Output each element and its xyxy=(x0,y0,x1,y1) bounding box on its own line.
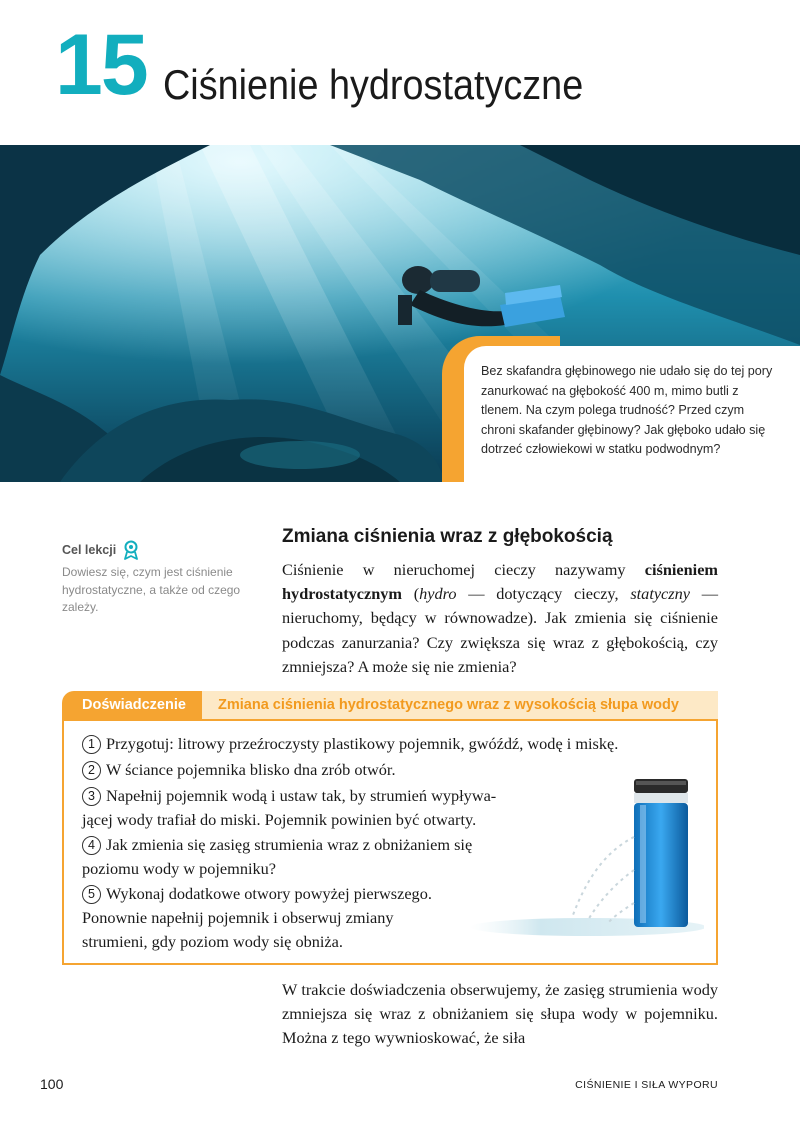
experiment-step: 1 Przygotuj: litrowy przeźroczysty plastikowy pojemnik, gwóźdź, wodę i miskę. xyxy=(82,732,618,756)
paragraph-conclusion: W trakcie doświadczenia obserwujemy, że zasięg strumienia wody zmniejsza się wraz z obniżaniem się słupa wody w pojemniku. Można z tego wywnioskować, że siła xyxy=(282,980,718,1048)
experiment-step: 3 Napełnij pojemnik wodą i ustaw tak, by strumień wypływa- jącej wody trafiał do miski. Pojemnik powinien być otwarty. xyxy=(82,786,497,830)
experiment-title: Zmiana ciśnienia hydrostatycznego wraz z wysokością słupa wody xyxy=(218,697,679,713)
target-icon xyxy=(122,540,140,560)
experiment-step: 4 Jak zmienia się zasięg strumienia wraz z obniżaniem się poziomu wody w pojemniku? xyxy=(82,835,473,879)
chapter-title: Ciśnienie hydrostatyczne xyxy=(163,61,584,108)
experiment-step: 5 Wykonaj dodatkowe otwory powyżej pierwszego. Ponownie napełnij pojemnik i obserwuj zmiany strumieni, gdy poziom wody się obniża. xyxy=(82,884,432,952)
page-number: 100 xyxy=(40,1076,64,1092)
water-bottle-illustration xyxy=(468,775,704,945)
intro-text: Bez skafandra głębinowego nie udało się do tej pory zanurkować na głębokość 400 m, mimo butli z tlenem. Na czym polega trudność? Przed czym chroni skafander głębinowy? Jak głęboko udało się dotrzeć człowiekowi w statku podwodnym? xyxy=(481,364,773,457)
section-title: Zmiana ciśnienia wraz z głębokością xyxy=(282,526,613,547)
paragraph-definition: Ciśnienie w nieruchomej cieczy nazywamy ciśnieniem hydrostatycznym (hydro — dotyczący cieczy, statyczny — nieruchomy, będący w równowadze). Jak zmienia się ciśnienie podczas zanurzania? Czy zwiększa się wraz z głębokością, czy zmniejsza? A może się nie zmienia? xyxy=(282,560,719,676)
experiment-step: 2 W ściance pojemnika blisko dna zrób otwór. xyxy=(82,758,396,782)
intro-callout xyxy=(442,336,800,482)
lesson-goal-label: Cel lekcji xyxy=(62,543,117,557)
experiment-header xyxy=(62,691,718,719)
experiment-tag: Doświadczenie xyxy=(62,691,202,719)
footer-section-title: CIŚNIENIE I SIŁA WYPORU xyxy=(575,1079,718,1091)
term-hydrostatic-pressure: ciśnieniem hydrostatycznym xyxy=(282,560,718,604)
lesson-goal-text: Dowiesz się, czym jest ciśnienie hydrostatyczne, a także od czego zależy. xyxy=(62,565,241,614)
lesson-goal xyxy=(62,540,274,617)
chapter-number: 15 xyxy=(55,17,147,113)
